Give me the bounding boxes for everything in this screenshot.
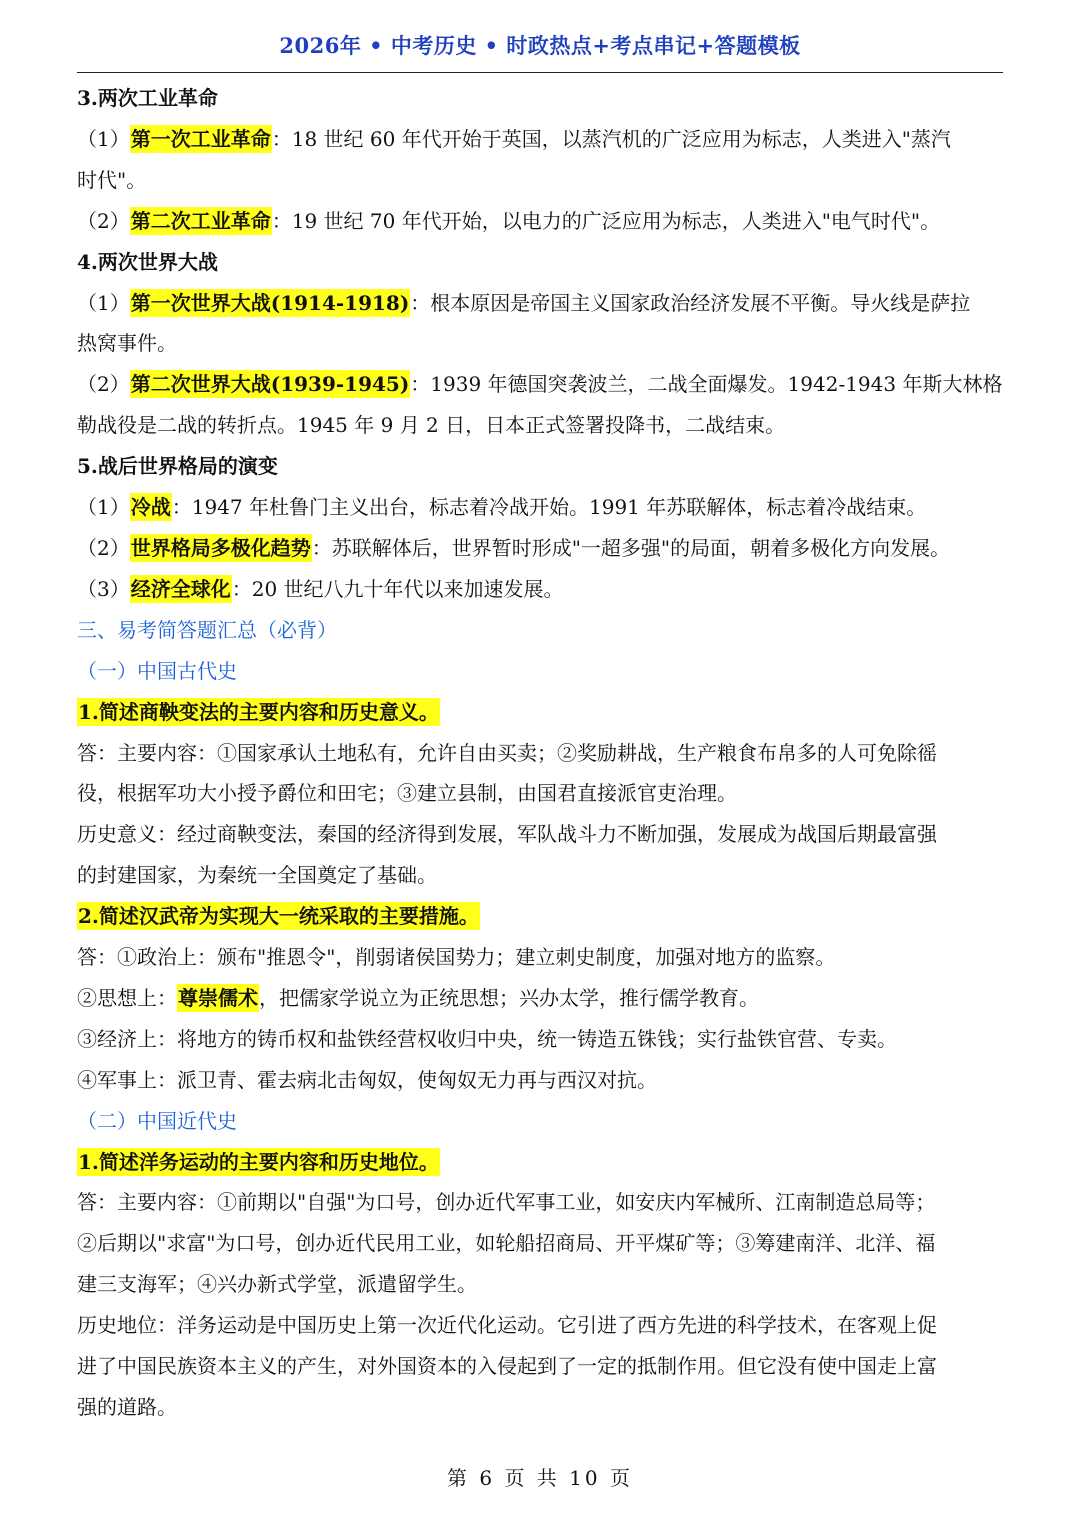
highlighted-term: 第二次世界大战(1939-1945)	[130, 372, 410, 397]
section-heading: 三、易考简答题汇总（必背）	[77, 617, 337, 642]
subsection-heading: 5.战后世界格局的演变	[77, 454, 278, 479]
line-prefix: （1）	[77, 126, 130, 151]
document-body	[77, 78, 1005, 1428]
line-prefix: （1）	[77, 290, 130, 315]
highlighted-term: 第二次工业革命	[130, 208, 271, 233]
text-line-with-highlight	[77, 528, 1005, 569]
line-prefix: （2）	[77, 372, 130, 397]
page-number: 第 6 页 共 10 页	[447, 1466, 633, 1490]
text-line: 进了中国民族资本主义的产生，对外国资本的入侵起到了一定的抵制作用。但它没有使中国走上富	[77, 1354, 937, 1379]
line-text: ：苏联解体后，世界暂时形成"一超多强"的局面，朝着多极化方向发展。	[311, 535, 951, 560]
text-line-with-highlight	[77, 364, 1005, 405]
text-line: 强的道路。	[77, 1395, 177, 1419]
text-line-with-highlight	[77, 487, 1005, 528]
text-line-with-highlight	[77, 978, 1005, 1019]
subsection-heading: 3.两次工业革命	[77, 86, 218, 110]
section-heading: （二）中国近代史	[77, 1108, 237, 1133]
text-line: 役，根据军功大小授予爵位和田宅；③建立县制，由国君直接派官吏治理。	[77, 781, 737, 806]
line-text: ：20 世纪八九十年代以来加速发展。	[231, 576, 564, 601]
text-line: 建三支海军；④兴办新式学堂，派遣留学生。	[77, 1272, 477, 1297]
question-text-highlighted: 1.简述洋务运动的主要内容和历史地位。	[78, 1149, 439, 1174]
line-prefix: ②思想上：	[77, 985, 177, 1010]
question-line	[77, 896, 1005, 937]
highlighted-term: 第一次世界大战(1914-1918)	[130, 290, 410, 315]
text-line: 时代"。	[77, 167, 147, 192]
highlighted-term: 经济全球化	[130, 576, 231, 601]
line-text: ：18 世纪 60 年代开始于英国，以蒸汽机的广泛应用为标志，人类进入"蒸汽	[271, 126, 951, 151]
text-line: 答：主要内容：①国家承认土地私有，允许自由买卖；②奖励耕战，生产粮食布帛多的人可免除徭	[77, 740, 937, 765]
highlighted-term: 冷战	[130, 495, 171, 520]
highlighted-term: 第一次工业革命	[130, 126, 271, 151]
question-line	[77, 692, 1005, 733]
text-line: ②后期以"求富"为口号，创办近代民用工业，如轮船招商局、开平煤矿等；③筹建南洋、北洋、福	[77, 1231, 936, 1256]
text-line: ④军事上：派卫青、霍去病北击匈奴，使匈奴无力再与西汉对抗。	[77, 1067, 657, 1092]
text-line: ③经济上：将地方的铸币权和盐铁经营权收归中央，统一铸造五铢钱；实行盐铁官营、专卖。	[77, 1026, 897, 1051]
text-line-with-highlight	[77, 569, 1005, 610]
text-line: 勒战役是二战的转折点。1945 年 9 月 2 日，日本正式签署投降书，二战结束。	[77, 413, 786, 438]
line-text: ：1939 年德国突袭波兰，二战全面爆发。1942-1943 年斯大林格	[410, 372, 1003, 397]
line-text: ：19 世纪 70 年代开始，以电力的广泛应用为标志，人类进入"电气时代"。	[271, 208, 941, 233]
line-text: ：1947 年杜鲁门主义出台，标志着冷战开始。1991 年苏联解体，标志着冷战结束。	[171, 495, 927, 520]
line-prefix: （1）	[77, 495, 130, 520]
subsection-heading: 4.两次世界大战	[77, 249, 218, 274]
section-heading: （一）中国古代史	[77, 658, 237, 683]
question-text-highlighted: 2.简述汉武帝为实现大一统采取的主要措施。	[78, 904, 479, 929]
line-prefix: （2）	[77, 535, 130, 560]
question-line	[77, 1142, 1005, 1183]
text-line: 历史地位：洋务运动是中国历史上第一次近代化运动。它引进了西方先进的科学技术，在客观上促	[77, 1313, 937, 1338]
text-line: 热窝事件。	[77, 331, 177, 356]
page-header-title: 2026年 • 中考历史 • 时政热点+考点串记+答题模板	[279, 33, 801, 58]
line-prefix: （3）	[77, 576, 130, 601]
text-line-with-highlight	[77, 119, 1005, 160]
line-text: ，把儒家学说立为正统思想；兴办太学，推行儒学教育。	[259, 985, 759, 1010]
text-line: 答：主要内容：①前期以"自强"为口号，创办近代军事工业，如安庆内军械所、江南制造总局等；	[77, 1190, 936, 1215]
question-text-highlighted: 1.简述商鞅变法的主要内容和历史意义。	[78, 699, 439, 724]
text-line-with-highlight	[77, 201, 1005, 242]
text-line: 的封建国家，为秦统一全国奠定了基础。	[77, 863, 437, 888]
line-prefix: （2）	[77, 208, 130, 233]
text-line: 答：①政治上：颁布"推恩令"，削弱诸侯国势力；建立刺史制度，加强对地方的监察。	[77, 945, 836, 970]
line-text: ：根本原因是帝国主义国家政治经济发展不平衡。导火线是萨拉	[410, 290, 971, 315]
header-divider	[77, 72, 1003, 73]
text-line: 历史意义：经过商鞅变法，秦国的经济得到发展，军队战斗力不断加强，发展成为战国后期最富强	[77, 822, 937, 847]
highlighted-term: 世界格局多极化趋势	[130, 535, 311, 560]
text-line-with-highlight	[77, 283, 1005, 324]
highlighted-term: 尊崇儒术	[178, 985, 258, 1010]
